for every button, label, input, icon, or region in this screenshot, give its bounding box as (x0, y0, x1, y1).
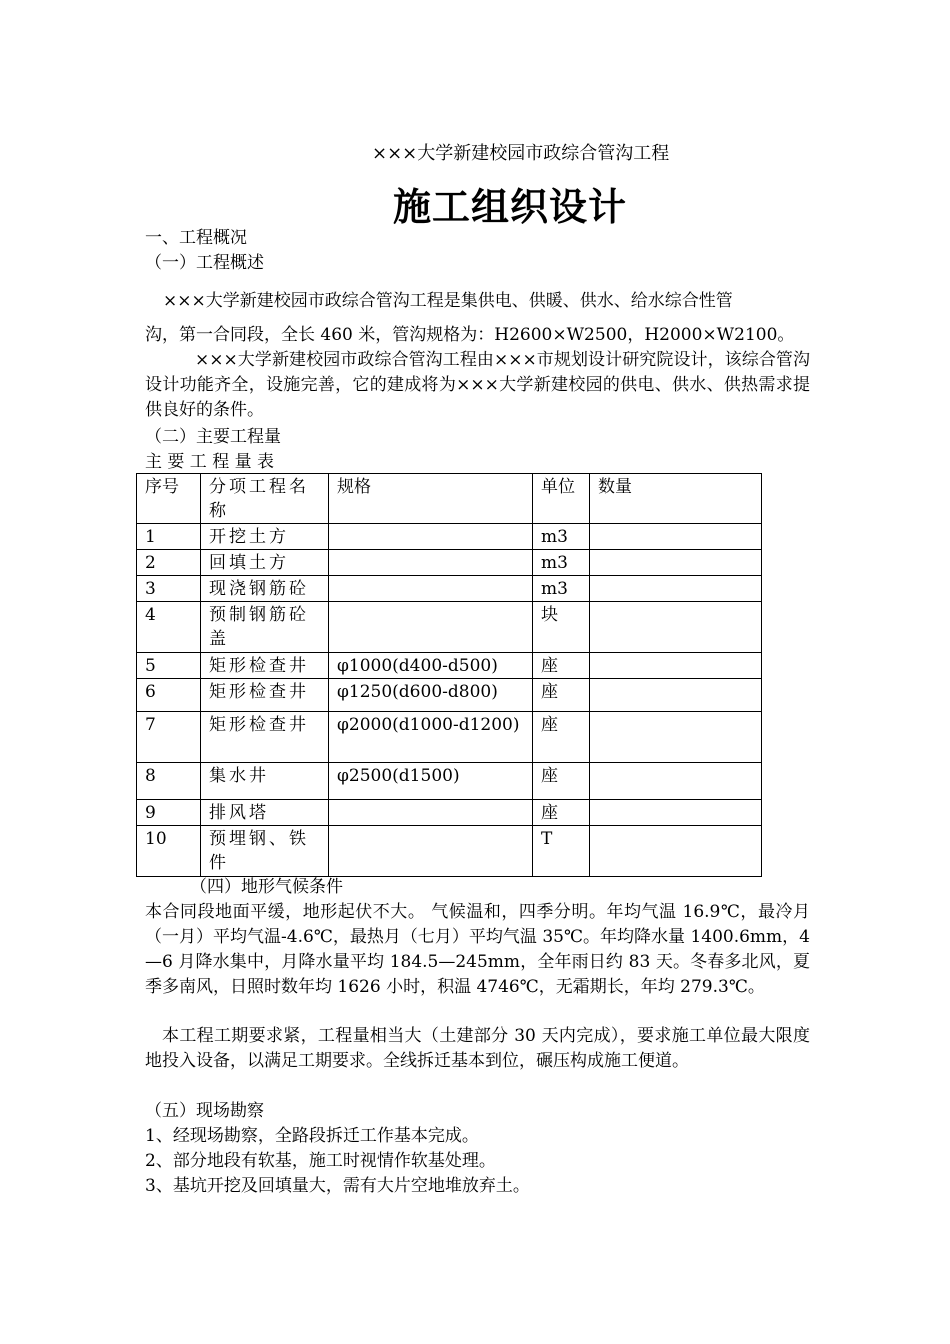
cell-item-name: 矩形检查井 (201, 653, 329, 679)
cell-unit: 座 (533, 679, 590, 712)
cell-index: 6 (137, 679, 201, 712)
cell-index: 3 (137, 576, 201, 602)
cell-spec (329, 800, 533, 826)
header-cell-spec: 规格 (329, 474, 533, 524)
cell-quantity (590, 576, 762, 602)
header-cell-unit: 单位 (533, 474, 590, 524)
cell-spec: φ2000(d1000-d1200) (329, 712, 533, 763)
cell-spec (329, 826, 533, 877)
list-item: 3、基坑开挖及回填量大，需有大片空地堆放弃土。 (145, 1176, 530, 1196)
cell-unit: 块 (533, 602, 590, 653)
table-row (137, 679, 762, 712)
cell-unit: m3 (533, 550, 590, 576)
subsection-heading-terrain-climate: （四）地形气候条件 (190, 877, 343, 897)
document-subtitle: ×××大学新建校园市政综合管沟工程 (372, 143, 670, 164)
cell-item-name: 预埋钢、铁件 (201, 826, 329, 877)
table-row (137, 763, 762, 800)
cell-spec (329, 576, 533, 602)
cell-unit: 座 (533, 712, 590, 763)
subsection-heading-site-survey: （五）现场勘察 (145, 1101, 264, 1121)
cell-item-name: 矩形检查井 (201, 712, 329, 763)
paragraph-schedule: 本工程工期要求紧，工程量相当大（土建部分 30 天内完成），要求施工单位最大限度地投入设备，以满足工期要求。全线拆迁基本到位，碾压构成施工便道。 (145, 1026, 810, 1071)
header-cell-quantity: 数量 (590, 474, 762, 524)
quantities-table (136, 473, 762, 877)
cell-item-name: 预制钢筋砼盖 (201, 602, 329, 653)
list-item: 1、经现场勘察，全路段拆迁工作基本完成。 (145, 1126, 479, 1146)
paragraph-summary-line1: ×××大学新建校园市政综合管沟工程是集供电、供暖、供水、给水综合性管 (163, 291, 733, 311)
cell-quantity (590, 524, 762, 550)
cell-item-name: 开挖土方 (201, 524, 329, 550)
paragraph-design: ×××大学新建校园市政综合管沟工程由×××市规划设计研究院设计，该综合管沟设计功能齐全，设施完善，它的建成将为×××大学新建校园的供电、供水、供热需求提供良好的条件。 (145, 350, 810, 420)
cell-unit: 座 (533, 653, 590, 679)
table-row (137, 524, 762, 550)
cell-item-name: 集水井 (201, 763, 329, 800)
cell-item-name: 现浇钢筋砼 (201, 576, 329, 602)
cell-quantity (590, 679, 762, 712)
cell-spec: φ1250(d600-d800) (329, 679, 533, 712)
cell-unit: m3 (533, 524, 590, 550)
cell-spec (329, 550, 533, 576)
cell-spec: φ1000(d400-d500) (329, 653, 533, 679)
cell-index: 10 (137, 826, 201, 877)
section-heading-overview: 一、工程概况 (145, 228, 247, 248)
paragraph-climate: 本合同段地面平缓，地形起伏不大。 气候温和，四季分明。年均气温 16.9℃，最冷月（一月）平均气温-4.6℃，最热月（七月）平均气温 35℃。年均降水量 1400.6mm，4—6 月降水集中，月降水量平均 184.5—245mm，全年雨日约 83 天。冬春多北风，夏季多南风，日照时数年均 1626 小时，积温 4746℃，无霜期长，年均 279.3℃。 (145, 902, 810, 997)
cell-item-name: 回填土方 (201, 550, 329, 576)
table-row (137, 550, 762, 576)
table-row (137, 800, 762, 826)
cell-spec (329, 524, 533, 550)
table-row (137, 653, 762, 679)
table-header-row (137, 474, 762, 524)
cell-quantity (590, 602, 762, 653)
paragraph-summary-line2: 沟，第一合同段，全长 460 米，管沟规格为：H2600×W2500，H2000×W2100。 (145, 325, 795, 345)
header-cell-item-name: 分项工程名称 (201, 474, 329, 524)
cell-quantity (590, 826, 762, 877)
cell-unit: T (533, 826, 590, 877)
cell-index: 4 (137, 602, 201, 653)
cell-index: 8 (137, 763, 201, 800)
cell-index: 1 (137, 524, 201, 550)
subsection-heading-quantities: （二）主要工程量 (145, 427, 281, 447)
cell-spec: φ2500(d1500) (329, 763, 533, 800)
cell-index: 7 (137, 712, 201, 763)
cell-item-name: 排风塔 (201, 800, 329, 826)
cell-index: 9 (137, 800, 201, 826)
subsection-heading-summary: （一）工程概述 (145, 253, 264, 273)
header-cell-index: 序号 (137, 474, 201, 524)
cell-quantity (590, 712, 762, 763)
table-row (137, 712, 762, 763)
cell-quantity (590, 800, 762, 826)
cell-unit: 座 (533, 763, 590, 800)
document-title: 施工组织设计 (393, 184, 628, 229)
cell-item-name: 矩形检查井 (201, 679, 329, 712)
cell-quantity (590, 763, 762, 800)
table-caption: 主 要 工 程 量 表 (145, 452, 275, 472)
cell-index: 5 (137, 653, 201, 679)
cell-quantity (590, 550, 762, 576)
cell-index: 2 (137, 550, 201, 576)
cell-quantity (590, 653, 762, 679)
cell-unit: 座 (533, 800, 590, 826)
cell-spec (329, 602, 533, 653)
table-row (137, 602, 762, 653)
table-row (137, 576, 762, 602)
table-row (137, 826, 762, 877)
list-item: 2、部分地段有软基，施工时视情作软基处理。 (145, 1151, 496, 1171)
cell-unit: m3 (533, 576, 590, 602)
